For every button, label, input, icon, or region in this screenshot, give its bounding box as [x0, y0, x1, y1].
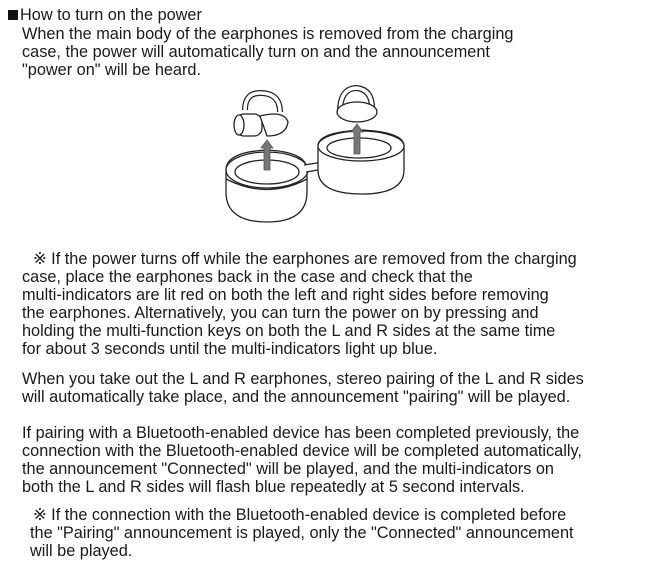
note2-line: will be played. — [30, 542, 133, 560]
note-line: the earphones. Alternatively, you can turn the power on by pressing and — [22, 304, 539, 322]
pairing-line: will automatically take place, and the announcement "pairing" will be played. — [22, 388, 571, 406]
connected-line: If pairing with a Bluetooth-enabled device has been completed previously, the — [22, 424, 580, 442]
connected-line: connection with the Bluetooth-enabled device will be completed automatically, — [22, 442, 582, 460]
connected-line: both the L and R sides will flash blue repeatedly at 5 second intervals. — [22, 478, 525, 496]
note-line: ※ If the power turns off while the earphones are removed from the charging — [33, 250, 577, 268]
note-line: case, place the earphones back in the case and check that the — [22, 268, 473, 286]
connected-line: the announcement "Connected" will be played, and the multi-indicators on — [22, 460, 554, 478]
bullet-square-icon — [8, 10, 18, 20]
pairing-line: When you take out the L and R earphones, stereo pairing of the L and R sides — [22, 370, 584, 388]
title-text: How to turn on the power — [20, 6, 202, 24]
note2-line: the "Pairing" announcement is played, only the "Connected" announcement — [30, 524, 574, 542]
note2-line: ※ If the connection with the Bluetooth-enabled device is completed before — [33, 506, 567, 524]
earphones-case-illustration — [212, 82, 452, 232]
section-title — [8, 6, 202, 24]
note-line: holding the multi-function keys on both the L and R sides at the same time — [22, 322, 556, 340]
note-line: multi-indicators are lit red on both the left and right sides before removing — [22, 286, 549, 304]
intro-line: case, the power will automatically turn on and the announcement — [22, 43, 490, 61]
intro-line: "power on" will be heard. — [22, 61, 201, 79]
intro-line: When the main body of the earphones is removed from the charging — [22, 25, 514, 43]
note-line: for about 3 seconds until the multi-indicators light up blue. — [22, 340, 438, 358]
